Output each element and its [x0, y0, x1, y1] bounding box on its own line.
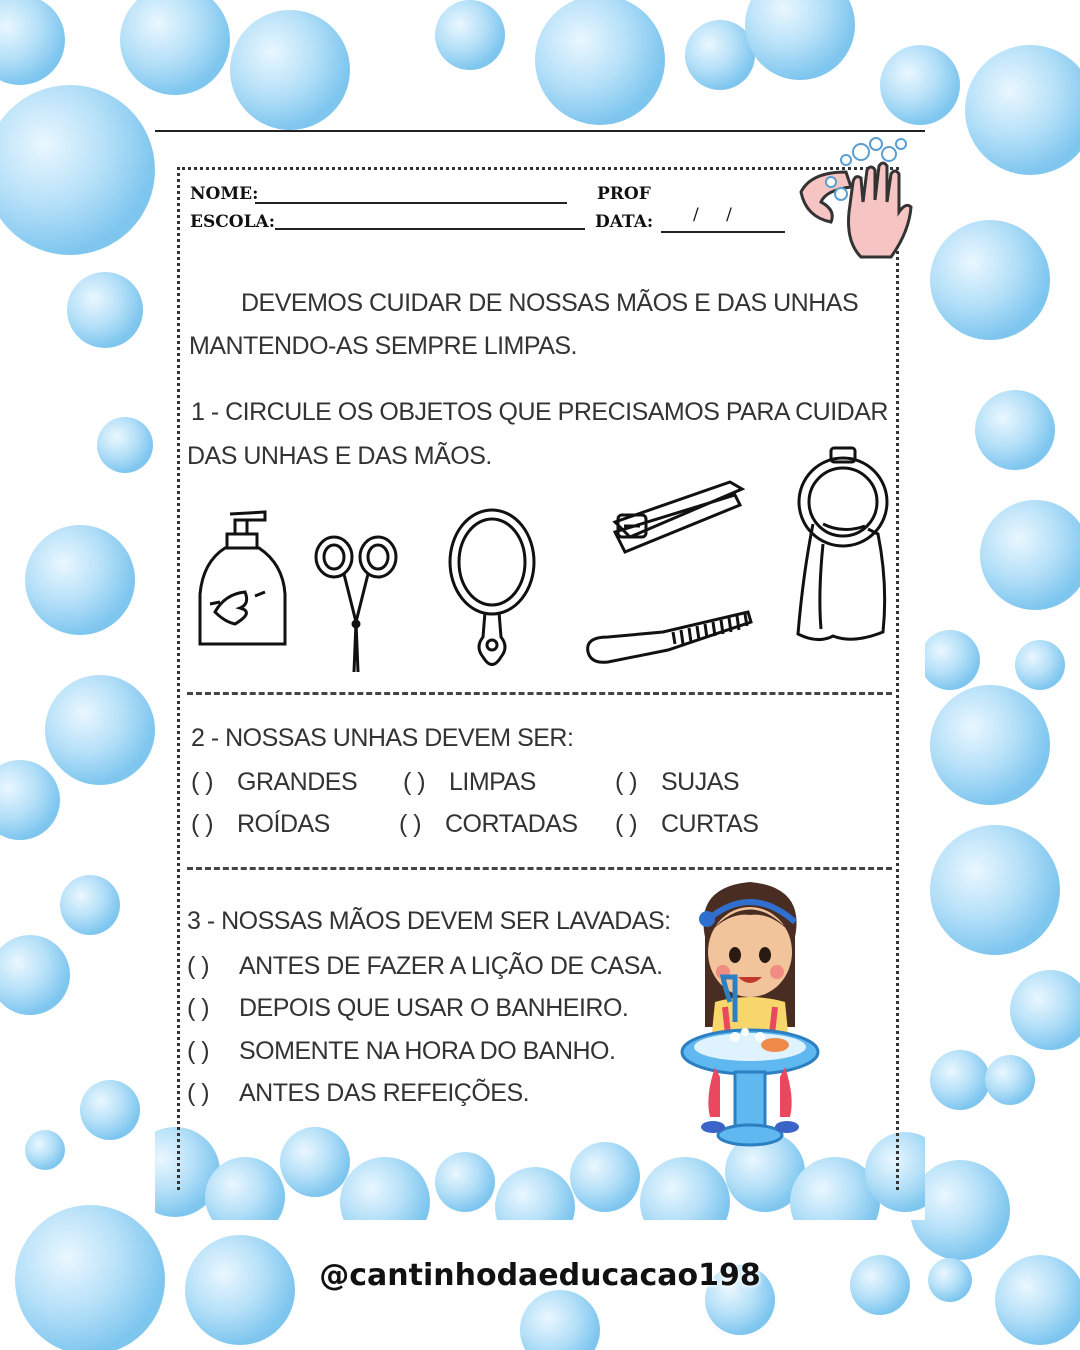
q2-paren: ( ) [399, 810, 422, 838]
q2-option-label: CORTADAS [445, 810, 578, 838]
q2-paren: ( ) [615, 810, 638, 838]
q2-option-label: SUJAS [661, 768, 740, 796]
soap-dispenser-icon[interactable] [195, 504, 290, 652]
q2-option-roidas[interactable] [191, 810, 330, 839]
date-slashes: / / [693, 205, 732, 225]
q3-paren: ( ) [187, 994, 210, 1022]
q2-option-label: CURTAS [661, 810, 759, 838]
q3-option-4[interactable] [187, 1079, 529, 1108]
q1-line-1: 1 - CIRCULE OS OBJETOS QUE PRECISAMOS PARA CUIDAR [191, 398, 888, 426]
q3-option-3[interactable] [187, 1037, 615, 1066]
intro-line-1: DEVEMOS CUIDAR DE NOSSAS MÃOS E DAS UNHAS [241, 289, 859, 317]
q2-paren: ( ) [615, 768, 638, 796]
q2-paren: ( ) [403, 768, 426, 796]
q2-option-label: GRANDES [237, 768, 358, 796]
towel-ring-icon[interactable] [793, 444, 893, 649]
hand-mirror-icon[interactable] [445, 507, 540, 677]
q3-option-1[interactable] [187, 952, 663, 981]
q2-paren: ( ) [191, 768, 214, 796]
q2-option-cortadas[interactable] [399, 810, 578, 839]
nome-label: NOME: [190, 184, 259, 204]
q3-option-label: ANTES DE FAZER A LIÇÃO DE CASA. [239, 952, 663, 980]
q2-option-grandes[interactable] [191, 768, 357, 797]
intro-line-2: MANTENDO-AS SEMPRE LIMPAS. [189, 332, 577, 360]
q1-line-2: DAS UNHAS E DAS MÃOS. [187, 442, 492, 470]
girl-washing-hands-illustration [675, 877, 825, 1152]
data-field[interactable] [661, 231, 785, 233]
escola-label: ESCOLA: [190, 212, 275, 232]
section-divider-1 [187, 692, 892, 695]
q3-paren: ( ) [187, 1079, 210, 1107]
section-divider-2 [187, 867, 892, 870]
nail-clipper-icon[interactable] [610, 477, 745, 562]
worksheet [155, 130, 925, 1220]
q3-option-label: DEPOIS QUE USAR O BANHEIRO. [239, 994, 629, 1022]
instagram-handle: @cantinhodaeducacao198 [319, 1258, 761, 1293]
q3-option-label: SOMENTE NA HORA DO BANHO. [239, 1037, 616, 1065]
nome-field[interactable] [255, 202, 567, 204]
comb-icon[interactable] [583, 592, 753, 667]
q2-option-label: LIMPAS [449, 768, 536, 796]
q3-paren: ( ) [187, 952, 210, 980]
handwashing-icon [791, 132, 921, 262]
q2-title: 2 - NOSSAS UNHAS DEVEM SER: [191, 724, 574, 752]
q3-option-label: ANTES DAS REFEIÇÕES. [239, 1079, 530, 1107]
q3-title: 3 - NOSSAS MÃOS DEVEM SER LAVADAS: [187, 907, 671, 935]
q2-paren: ( ) [191, 810, 214, 838]
prof-label: PROF [597, 184, 651, 204]
q3-paren: ( ) [187, 1037, 210, 1065]
q2-option-curtas[interactable] [615, 810, 758, 839]
q2-option-limpas[interactable] [403, 768, 536, 797]
q2-option-label: ROÍDAS [237, 810, 330, 838]
q2-option-sujas[interactable] [615, 768, 739, 797]
escola-field[interactable] [275, 228, 585, 230]
scissors-icon[interactable] [312, 532, 402, 677]
q3-option-2[interactable] [187, 994, 628, 1023]
data-label: DATA: [595, 212, 654, 232]
